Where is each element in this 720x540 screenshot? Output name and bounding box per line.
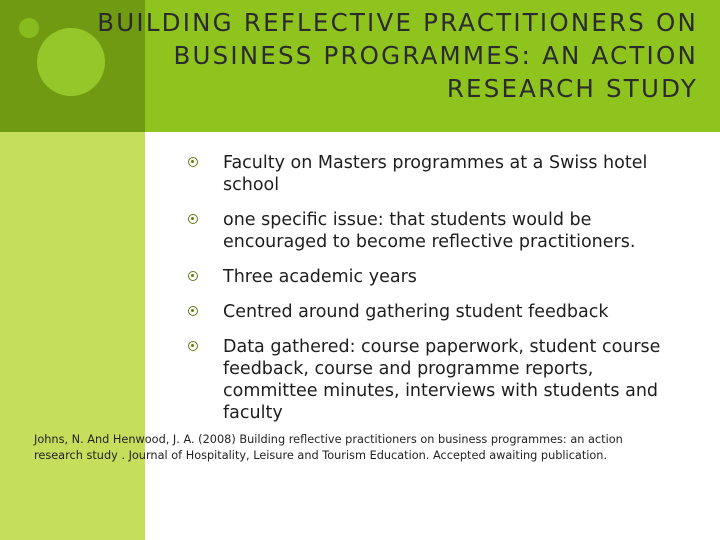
slide-title xyxy=(58,6,698,105)
bullet-text: Centred around gathering student feedback xyxy=(223,302,609,322)
bullet-item xyxy=(188,301,688,323)
decorative-circle-small xyxy=(19,18,39,38)
bullet-icon xyxy=(188,341,198,351)
bullet-text: Three academic years xyxy=(223,267,417,287)
bullet-item xyxy=(188,152,688,196)
reference-citation: Johns, N. And Henwood, J. A. (2008) Building reflective practitioners on business programmes: an action research study . Journal of Hospitality, Leisure and Tourism Education. Accepted awaiting publication. xyxy=(34,433,623,462)
title-line: BUSINESS PROGRAMMES: AN ACTION xyxy=(173,41,698,70)
bullet-icon xyxy=(188,306,198,316)
title-line: RESEARCH STUDY xyxy=(446,74,698,103)
side-band xyxy=(0,132,145,540)
bullet-text: Faculty on Masters programmes at a Swiss hotel school xyxy=(223,153,648,195)
bullet-item xyxy=(188,266,688,288)
bullet-item xyxy=(188,209,688,253)
bullet-item xyxy=(188,336,688,424)
bullet-text: one specific issue: that students would be encouraged to become reflective practitioners. xyxy=(223,210,636,252)
bullet-icon xyxy=(188,157,198,167)
bullet-icon xyxy=(188,214,198,224)
bullet-list xyxy=(188,152,688,437)
bullet-icon xyxy=(188,271,198,281)
bullet-text: Data gathered: course paperwork, student course feedback, course and programme reports, committee minutes, interviews with students and faculty xyxy=(223,337,661,423)
title-line: BUILDING REFLECTIVE PRACTITIONERS ON xyxy=(97,8,698,37)
